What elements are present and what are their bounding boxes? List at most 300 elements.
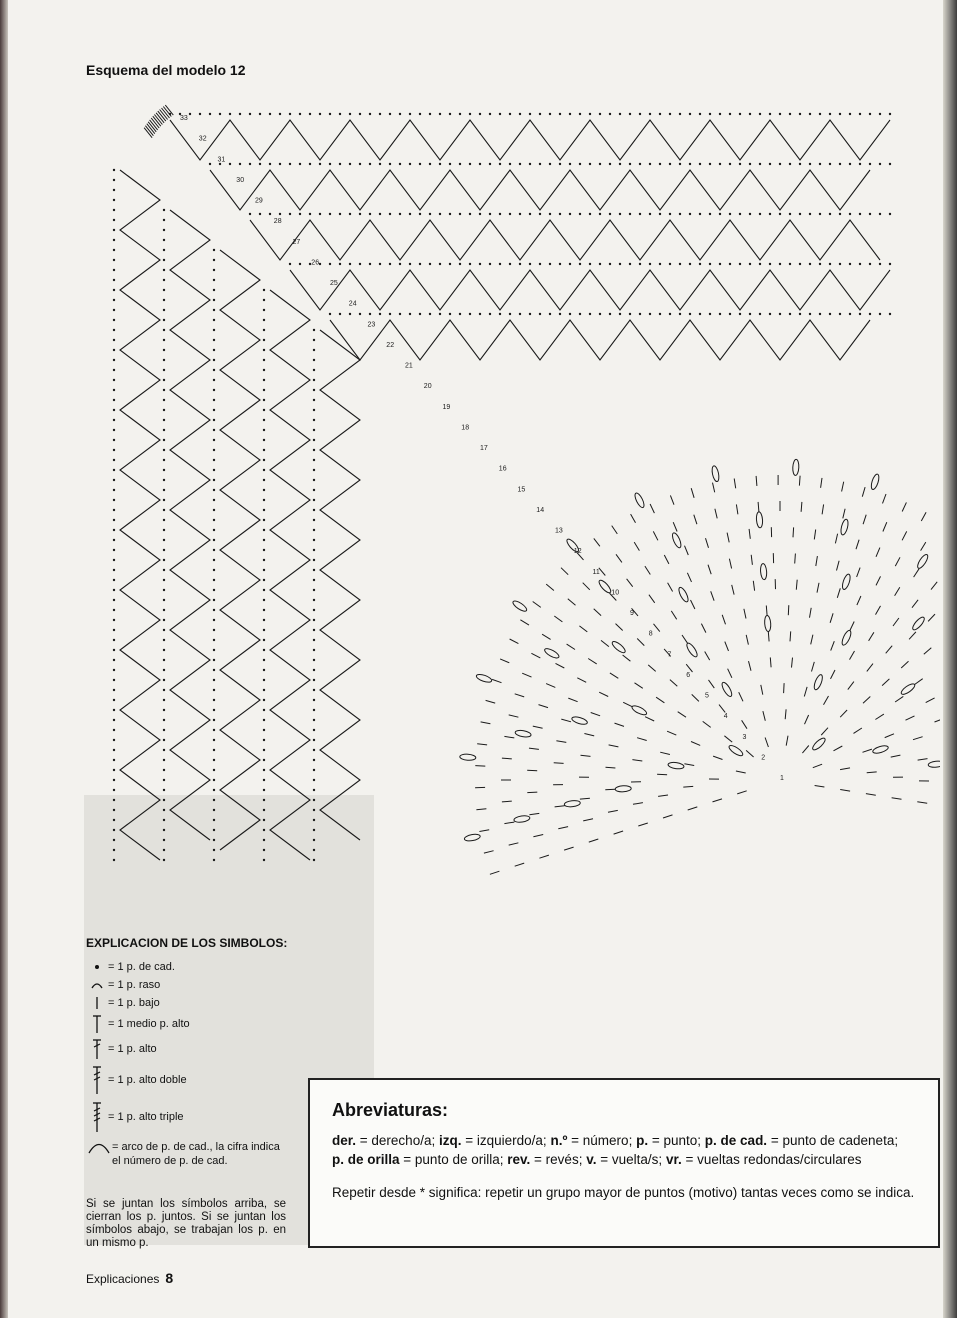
chain-dot [263,519,265,521]
chain-dot [263,799,265,801]
stitch-mark [749,529,750,539]
chain-dot [163,559,165,561]
chain-dot [163,319,165,321]
round-number: 2 [761,754,766,762]
round-number: 18 [461,424,470,432]
chain-dot [313,679,315,681]
legend-item-triple [86,1098,286,1136]
chain-dot [429,263,431,265]
round-number: 23 [367,321,376,329]
chain-dot [113,799,115,801]
chain-dot [849,113,851,115]
chain-dot [263,599,265,601]
chain-dot [519,113,521,115]
chain-dot [113,699,115,701]
stitch-mark [583,583,590,590]
chain-dot [599,263,601,265]
abbreviations-list [332,1131,916,1169]
stitch-mark [854,728,862,733]
chain-dot [299,113,301,115]
chain-dot [199,113,201,115]
chain-dot [263,449,265,451]
chain-dot [213,379,215,381]
chain-dot [679,313,681,315]
stitch-mark [909,632,916,639]
stitch-mark [610,673,618,678]
chain-dot [113,399,115,401]
stitch-mark [568,599,576,606]
chain-dot [213,479,215,481]
chain-dot [213,759,215,761]
chain-dot [313,419,315,421]
stitch-mark [837,561,840,571]
legend-text: = arco de p. de cad., la cifra indica el número de p. de cad. [112,1141,280,1167]
chain-dot [869,313,871,315]
scheme-title: Esquema del modelo 12 [86,62,246,78]
abbr-term: v. [586,1152,597,1167]
leaf-stitch-group [728,744,745,758]
chain-dot [113,519,115,521]
chain-dot [689,113,691,115]
chain-dot [399,313,401,315]
chain-dot [163,769,165,771]
abbr-term: n.º [550,1133,568,1148]
stitch-mark [556,741,566,743]
chain-dot [113,509,115,511]
chain-dot [163,829,165,831]
round-number: 13 [555,527,563,535]
abbr-term: p. [636,1133,649,1148]
chain-dot [809,313,811,315]
chain-dot [313,369,315,371]
leaf-stitch-group [464,833,481,842]
chain-dot [163,239,165,241]
chain-dot [113,419,115,421]
chain-dot [213,459,215,461]
chain-dot [319,213,321,215]
chain-dot [213,849,215,851]
chain-dot [709,113,711,115]
chain-dot [213,639,215,641]
chain-dot [113,489,115,491]
chain-dot [263,509,265,511]
chain-dot [769,113,771,115]
chain-dot [649,163,651,165]
stitch-mark [504,822,514,824]
chain-dot [263,359,265,361]
stitch-mark [660,752,670,754]
chain-dot [799,263,801,265]
stitch-mark [555,806,565,807]
chain-dot [313,539,315,541]
chain-dot [369,113,371,115]
stitch-mark [876,548,880,557]
stitch-mark [658,795,668,796]
stitch-mark [711,591,714,600]
stitch-mark [761,685,763,695]
round-number: 6 [686,671,691,679]
chain-dot [313,839,315,841]
stitch-mark [850,622,854,631]
chain-dot [113,429,115,431]
chain-dot [163,259,165,261]
chain-dot [449,313,451,315]
chain-dot [739,113,741,115]
chain-dot [529,113,531,115]
chain-dot [469,113,471,115]
stitch-mark [727,533,729,543]
stitch-mark [504,736,514,738]
chain-dot [399,263,401,265]
chain-dot [689,313,691,315]
round-number: 19 [442,403,451,411]
chain-dot [319,263,321,265]
chain-dot [263,419,265,421]
repeat-note: Repetir desde * significa: repetir un grupo mayor de puntos (motivo) tantas veces como se indica. [332,1185,915,1200]
stitch-mark [564,847,574,850]
stitch-mark [686,664,692,672]
chain-dot [313,599,315,601]
chain-dot [113,329,115,331]
legend-text: = 1 p. de cad. [108,961,175,973]
chain-dot [829,213,831,215]
chain-dot [839,263,841,265]
chain-dot [619,213,621,215]
page-edge-left [0,0,8,1318]
chain-dot [113,269,115,271]
chain-dot [313,519,315,521]
chain-dot [263,709,265,711]
chain-dot [739,313,741,315]
chain-dot [263,589,265,591]
chain-dot [263,849,265,851]
stitch-mark [931,582,937,590]
chain-dot [163,599,165,601]
chain-dot [313,579,315,581]
chain-dot [699,263,701,265]
chain-dot [669,113,671,115]
stitch-mark [799,476,800,486]
chain-dot [309,113,311,115]
chain-dot [263,289,265,291]
chain-dot [163,329,165,331]
chain-dot [759,213,761,215]
abbr-meaning: = punto de cadeneta; [770,1133,899,1148]
chain-dot [689,263,691,265]
chain-dot [163,819,165,821]
chain-dot [699,313,701,315]
stitch-mark [667,731,676,735]
chain-dot [213,649,215,651]
chain-dot [113,459,115,461]
chain-dot [263,559,265,561]
round-number: 26 [311,259,320,267]
chain-dot [559,163,561,165]
stitch-mark [616,624,623,631]
chain-dot [639,213,641,215]
chain-dot [263,669,265,671]
stitch-mark [863,749,872,752]
stitch-mark [892,798,902,800]
chain-dot [779,113,781,115]
leaf-stitch-group [631,704,648,716]
chain-dot [299,163,301,165]
chain-dot [113,849,115,851]
chain-dot [213,769,215,771]
chain-dot [349,213,351,215]
chain-dot [879,313,881,315]
chain-dot [263,539,265,541]
chain-dot [213,679,215,681]
chain-dot [809,163,811,165]
legend-item-single [86,994,286,1012]
chain-dot [619,263,621,265]
chain-dot [619,163,621,165]
chain-dot [213,329,215,331]
stitch-mark [692,694,699,701]
stitch-mark [856,540,859,550]
chain-dot [779,263,781,265]
stitch-mark [875,714,884,719]
stitch-mark [637,639,644,646]
chain-dot [859,163,861,165]
chain-dot [163,419,165,421]
chain-dot [849,213,851,215]
double-crochet-icon [86,1038,108,1060]
legend-item-double [86,1036,286,1062]
chain-dot [629,313,631,315]
chain-dot [509,163,511,165]
chain-dot [313,829,315,831]
round-number: 11 [592,568,600,576]
stitch-mark [670,680,677,687]
chain-dot [219,113,221,115]
chain-dot [263,569,265,571]
chain-dot [213,609,215,611]
stitch-mark [670,495,674,504]
chain-dot [739,163,741,165]
round-number: 25 [330,280,338,287]
stitch-mark [683,786,693,787]
chain-dot [263,479,265,481]
stitch-mark [638,823,648,826]
chain-dot [279,213,281,215]
chain-dot [263,389,265,391]
chain-dot [213,259,215,261]
chain-dot [589,113,591,115]
chain-dot [279,113,281,115]
chain-dot [639,113,641,115]
stitch-mark [583,819,593,821]
chain-dot [509,263,511,265]
chain-dot [559,313,561,315]
chain-dot [279,163,281,165]
chain-dot [209,113,211,115]
chain-dot [189,113,191,115]
chain-dot [313,429,315,431]
stitch-mark [758,502,759,512]
chain-dot [789,213,791,215]
chain-dot [759,313,761,315]
stitch-mark [802,746,808,754]
abbr-term: p. de cad. [704,1133,768,1148]
chain-dot [113,819,115,821]
chain-dot [839,213,841,215]
chain-dot [263,489,265,491]
chain-dot [609,163,611,165]
chain-dot [309,163,311,165]
chain-dot [113,369,115,371]
stitch-mark [815,786,825,788]
stitch-mark [867,772,877,773]
chain-dot [163,749,165,751]
stitch-mark [649,595,655,603]
chain-dot [213,829,215,831]
chain-dot [229,163,231,165]
stitch-mark [739,692,743,701]
chain-dot [263,819,265,821]
chain-dot [479,263,481,265]
chain-dot [779,313,781,315]
stitch-mark [902,531,907,540]
chain-dot [313,799,315,801]
stitch-mark [719,705,725,713]
chain-dot [599,113,601,115]
chain-dot [163,219,165,221]
stitch-mark [687,573,691,582]
chain-dot [469,163,471,165]
chain-dot [213,549,215,551]
chain-dot [163,579,165,581]
chain-dot [113,389,115,391]
chain-dot [259,213,261,215]
chain-dot [289,263,291,265]
treble-crochet-icon [86,1065,108,1095]
stitch-mark [893,618,899,626]
chain-dot [163,459,165,461]
stitch-mark [737,791,747,794]
chain-dot [599,313,601,315]
chain-dot [459,313,461,315]
chain-dot [669,163,671,165]
round-number: 3 [742,733,747,741]
chain-dot [799,163,801,165]
chain-dot [709,263,711,265]
chain-dot [839,163,841,165]
stitch-mark [656,697,664,703]
stitch-mark [886,646,893,654]
chain-dot [729,213,731,215]
chain-dot [313,699,315,701]
leaf-stitch-group [543,647,560,660]
chain-dot [809,113,811,115]
leaf-stitch-group [515,729,532,738]
chain-dot [539,163,541,165]
chain-dot [313,459,315,461]
stitch-mark [546,584,554,590]
chain-dot [163,729,165,731]
leaf-stitch-group [900,682,917,696]
stitch-mark [589,839,599,842]
stitch-mark [490,871,500,874]
stitch-mark [561,719,571,722]
stitch-mark [584,734,594,736]
legend-item-slip [86,976,286,994]
chain-dot [313,389,315,391]
chain-dot [299,213,301,215]
stitch-mark [594,609,601,616]
chain-dot [113,839,115,841]
chain-dot [369,163,371,165]
stitch-mark [863,515,866,525]
stitch-mark [580,798,590,799]
chain-dot [889,263,891,265]
stitch-mark [842,482,844,492]
chain-dot [313,399,315,401]
stitch-mark [831,670,836,679]
round-number: 9 [630,610,634,617]
chain-dot [113,589,115,591]
stitch-mark [645,566,650,574]
chain-dot [409,263,411,265]
stitch-mark [810,608,812,618]
stitch-mark [664,555,669,564]
stitch-mark [708,565,711,575]
chain-dot [809,213,811,215]
chain-dot [313,709,315,711]
chain-dot [313,569,315,571]
chain-dot [459,213,461,215]
chain-dot [599,213,601,215]
stitch-mark [811,635,813,645]
stitch-mark [531,653,540,658]
chain-dot [329,163,331,165]
chain-dot [263,659,265,661]
chain-dot [509,313,511,315]
chain-dot [263,409,265,411]
chain-dot [163,709,165,711]
chain-dot [163,289,165,291]
stitch-mark [804,687,807,697]
chain-dot [163,429,165,431]
chain-dot [769,313,771,315]
stitch-mark [645,717,654,721]
chain-dot [579,313,581,315]
chain-dot [399,113,401,115]
leaf-stitch-group [764,615,771,631]
leaf-stitch-group [514,815,531,823]
chain-dot [869,163,871,165]
legend-text: = 1 p. raso [108,979,161,991]
chain-dot [849,163,851,165]
chain-dot [113,679,115,681]
chain-dot [213,319,215,321]
chain-dot [269,163,271,165]
stitch-mark [648,665,656,672]
chain-dot [679,113,681,115]
chain-dot [629,163,631,165]
chain-dot [113,749,115,751]
chain-dot [209,163,211,165]
chain-dot [163,569,165,571]
leaf-stitch-group [571,715,588,725]
chain-dot [263,749,265,751]
leaf-stitch-group [911,616,926,632]
round-number: 8 [648,630,653,638]
chain-dot [263,719,265,721]
stitch-mark [479,830,489,832]
chain-dot [739,263,741,265]
